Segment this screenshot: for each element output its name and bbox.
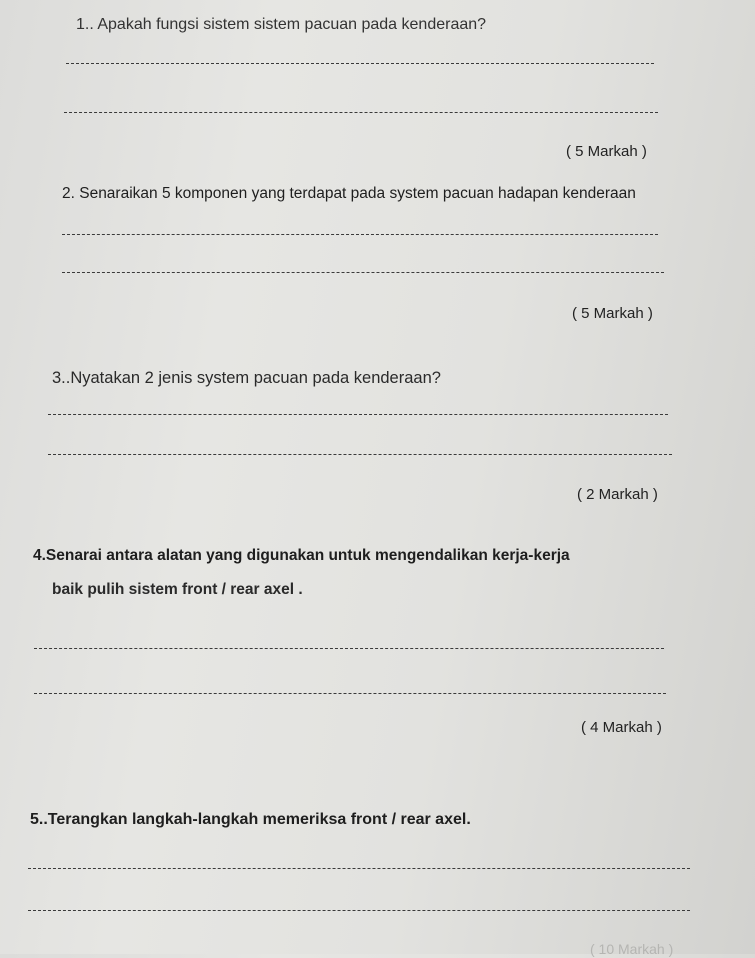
question-1-text: 1.. Apakah fungsi sistem sistem pacuan pada kenderaan?	[76, 16, 487, 33]
question-1-marks: ( 5 Markah )	[566, 143, 647, 160]
answer-line-5a	[28, 868, 690, 869]
question-4-text-line1: 4.Senarai antara alatan yang digunakan untuk mengendalikan kerja-kerja	[33, 547, 570, 564]
answer-line-4a	[34, 648, 664, 649]
answer-line-1b	[64, 112, 658, 113]
answer-line-2a	[62, 234, 658, 235]
answer-line-2b	[62, 272, 664, 273]
question-2-marks: ( 5 Markah )	[572, 305, 653, 322]
answer-line-3a	[48, 414, 668, 415]
question-3-text: 3..Nyatakan 2 jenis system pacuan pada kenderaan?	[52, 369, 441, 387]
answer-line-4b	[34, 693, 666, 694]
question-5-text: 5..Terangkan langkah-langkah memeriksa front / rear axel.	[30, 811, 471, 828]
answer-line-5b	[28, 910, 690, 911]
question-3-marks: ( 2 Markah )	[577, 486, 658, 503]
question-4-text-line2: baik pulih sistem front / rear axel .	[52, 581, 303, 598]
answer-line-3b	[48, 454, 672, 455]
question-5-marks: ( 10 Markah )	[590, 941, 674, 957]
question-4-marks: ( 4 Markah )	[581, 719, 662, 736]
question-2-text: 2. Senaraikan 5 komponen yang terdapat pada system pacuan hadapan kenderaan	[62, 185, 636, 202]
answer-line-1a	[66, 63, 654, 64]
